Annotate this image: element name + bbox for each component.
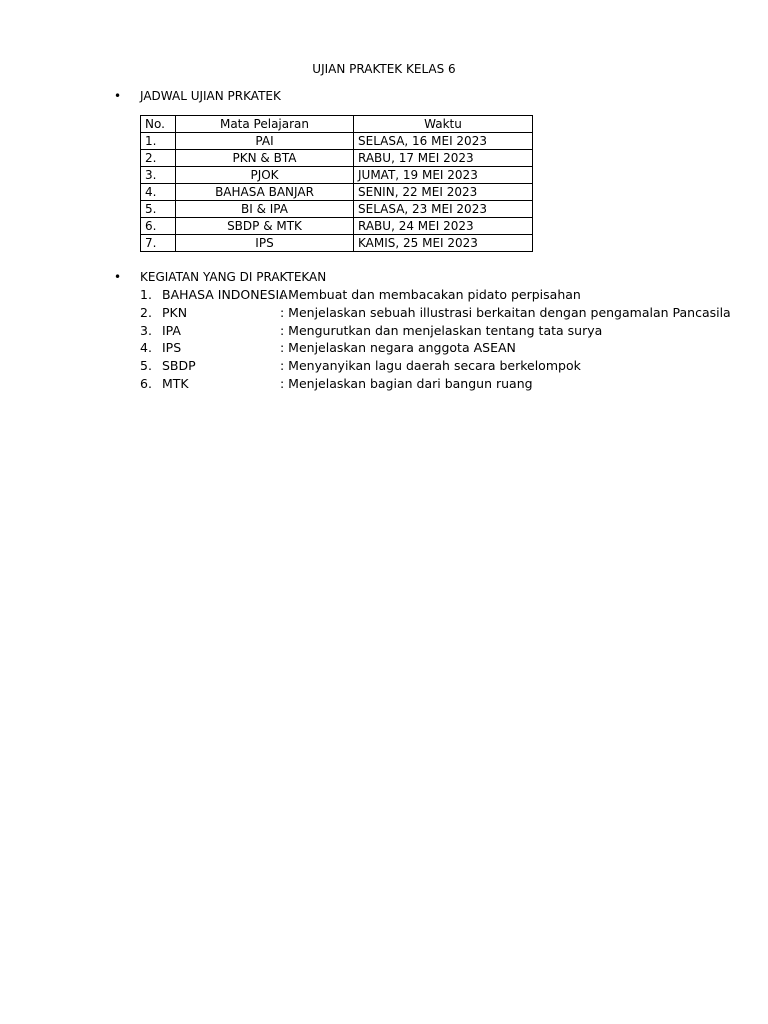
table-row [141,235,533,252]
schedule-table [140,115,533,252]
list-item [140,357,731,375]
document-title: UJIAN PRAKTEK KELAS 6 [312,62,456,76]
cell-waktu: SELASA, 23 MEI 2023 [354,201,533,218]
cell-mata-pelajaran: IPS [176,235,354,252]
list-item [140,339,731,357]
cell-waktu: SELASA, 16 MEI 2023 [354,133,533,150]
list-item [140,375,731,393]
list-item [140,322,731,340]
item-description: : Menjelaskan sebuah illustrasi berkaitan dengan pengamalan Pancasila [280,304,731,320]
cell-mata-pelajaran: SBDP & MTK [176,218,354,235]
table-row [141,201,533,218]
table-row [141,184,533,201]
item-description: : Menjelaskan bagian dari bangun ruang [280,375,533,391]
item-number: 3. [140,322,152,338]
activities-heading: KEGIATAN YANG DI PRAKTEKAN [140,270,327,284]
cell-mata-pelajaran: PKN & BTA [176,150,354,167]
item-subject: PKN [162,304,188,320]
cell-mata-pelajaran: BI & IPA [176,201,354,218]
item-subject: IPA [162,322,181,338]
table-row [141,150,533,167]
item-number: 1. [140,287,152,302]
table-row [141,167,533,184]
bullet-point: • [114,270,122,284]
item-description: : Mengurutkan dan menjelaskan tentang tata surya [280,322,603,338]
cell-mata-pelajaran: BAHASA BANJAR [176,184,354,201]
bullet-point: • [114,89,122,103]
item-subject: SBDP [162,358,196,374]
cell-waktu: KAMIS, 25 MEI 2023 [354,235,533,252]
cell-waktu: RABU, 24 MEI 2023 [354,218,533,235]
cell-no: 7. [141,235,176,252]
item-subject: MTK [162,375,189,391]
table-row [141,218,533,235]
item-description: : Menyanyikan lagu daerah secara berkelompok [280,358,581,374]
header-no: No. [141,116,176,133]
activities-list [140,286,731,393]
cell-mata-pelajaran: PAI [176,133,354,150]
cell-no: 2. [141,150,176,167]
item-description: : Menjelaskan negara anggota ASEAN [280,340,516,356]
item-description: : Membuat dan membacakan pidato perpisahan [280,287,581,302]
cell-mata-pelajaran: PJOK [176,167,354,184]
cell-waktu: RABU, 17 MEI 2023 [354,150,533,167]
header-mata-pelajaran: Mata Pelajaran [176,116,354,133]
cell-no: 4. [141,184,176,201]
table-row [141,133,533,150]
cell-waktu: JUMAT, 19 MEI 2023 [354,167,533,184]
header-waktu: Waktu [354,116,533,133]
table-header-row [141,116,533,133]
schedule-heading: JADWAL UJIAN PRKATEK [140,89,281,103]
item-subject: BAHASA INDONESIA [162,287,288,302]
cell-no: 1. [141,133,176,150]
item-subject: IPS [162,340,182,356]
cell-no: 5. [141,201,176,218]
list-item [140,304,731,322]
list-item [140,286,731,304]
item-number: 5. [140,358,152,374]
cell-no: 3. [141,167,176,184]
item-number: 4. [140,340,152,356]
cell-no: 6. [141,218,176,235]
item-number: 2. [140,304,152,320]
item-number: 6. [140,375,152,391]
cell-waktu: SENIN, 22 MEI 2023 [354,184,533,201]
